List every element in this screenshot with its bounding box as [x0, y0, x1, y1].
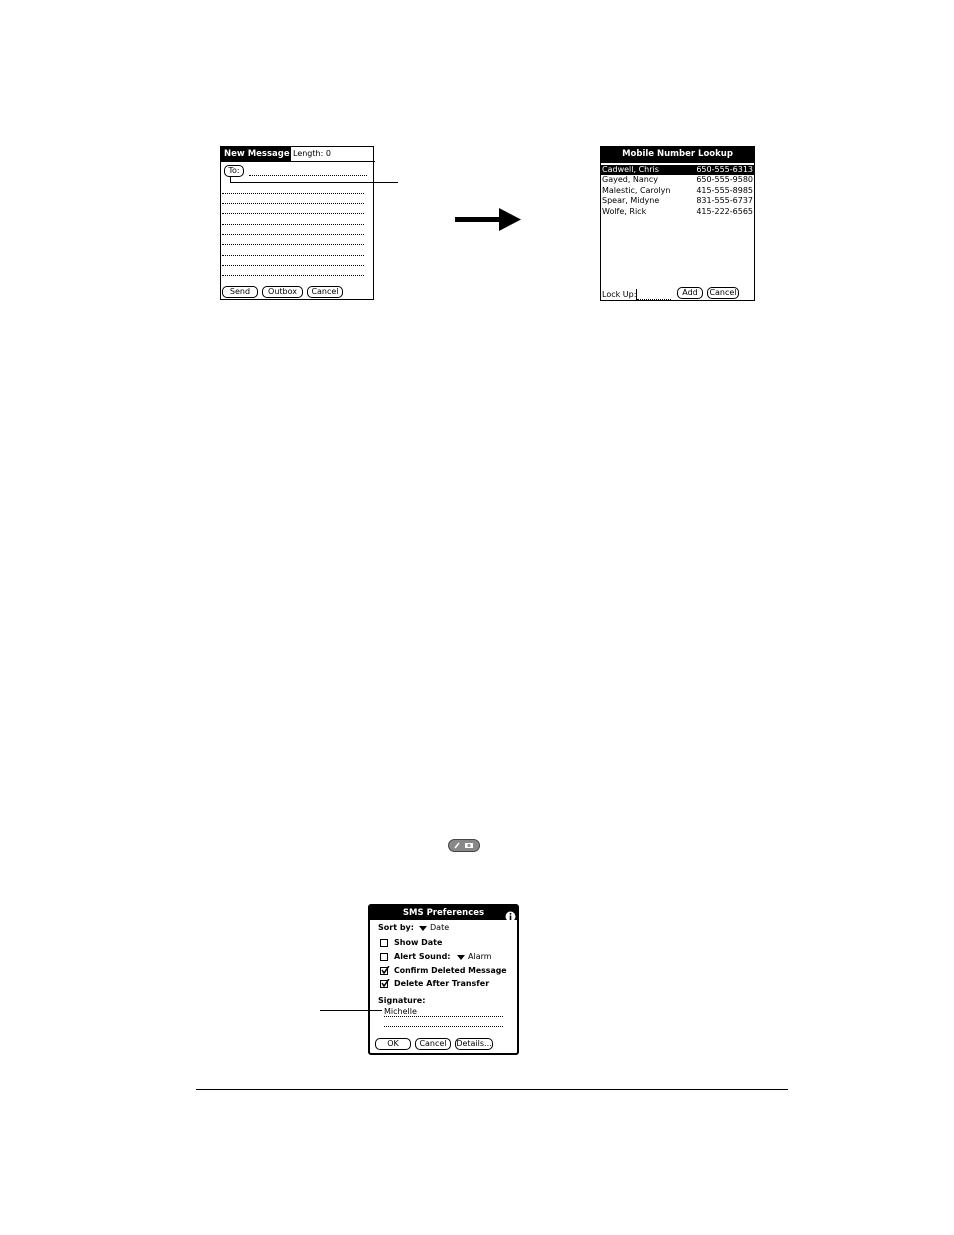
contact-row[interactable]	[601, 207, 754, 217]
callout-line	[230, 182, 398, 183]
triangle-down-icon	[456, 952, 466, 962]
signature-callout-line	[320, 1010, 382, 1011]
length-label: Length: 0	[293, 149, 331, 158]
outbox-button[interactable]: Outbox	[262, 286, 303, 298]
checkmark-icon	[381, 979, 390, 988]
add-button[interactable]: Add	[677, 287, 703, 299]
delete-after-label: Delete After Transfer	[394, 979, 490, 988]
message-line[interactable]	[222, 255, 364, 256]
signature-line[interactable]	[384, 1016, 503, 1017]
info-icon[interactable]	[505, 907, 516, 918]
ok-button[interactable]: OK	[375, 1038, 411, 1050]
confirm-deleted-label: Confirm Deleted Message	[394, 966, 507, 975]
contact-row[interactable]	[601, 165, 754, 175]
sort-by-value: Date	[430, 923, 450, 932]
signature-label: Signature:	[378, 996, 426, 1005]
sort-by-label: Sort by:	[378, 923, 414, 932]
show-date-label: Show Date	[394, 938, 443, 947]
message-line[interactable]	[222, 234, 364, 235]
cancel-button[interactable]: Cancel	[307, 286, 343, 298]
alert-sound-checkbox[interactable]	[380, 953, 388, 961]
contact-phone: 650-555-6313	[696, 165, 753, 174]
contact-phone: 415-222-6565	[696, 206, 753, 216]
signature-line[interactable]	[384, 1026, 503, 1027]
lookup-input[interactable]	[637, 299, 671, 300]
confirm-deleted-checkbox[interactable]	[380, 967, 388, 975]
message-line[interactable]	[222, 244, 364, 245]
contact-name: Spear, Midyne	[602, 196, 660, 206]
contact-row[interactable]	[601, 175, 754, 185]
to-button[interactable]: To:	[224, 165, 244, 177]
right-arrow-icon	[455, 206, 521, 234]
callout-line-vertical	[230, 176, 231, 183]
alert-sound-value: Alarm	[468, 952, 492, 961]
contact-name: Cadwell, Chris	[602, 165, 659, 174]
contact-phone: 650-555-9580	[696, 175, 753, 185]
contact-name: Wolfe, Rick	[602, 206, 647, 216]
new-message-title: New Message	[221, 147, 291, 162]
cancel-button[interactable]: Cancel	[707, 287, 739, 299]
lookup-title: Mobile Number Lookup	[601, 147, 754, 162]
page-rule	[196, 1089, 788, 1090]
delete-after-checkbox[interactable]	[380, 980, 388, 988]
sms-preferences-dialog	[368, 904, 519, 1055]
message-line[interactable]	[222, 275, 364, 276]
alert-sound-dropdown[interactable]	[456, 952, 496, 962]
lookup-label: Lock Up:	[602, 290, 637, 299]
sort-by-dropdown[interactable]	[418, 923, 458, 933]
contact-phone: 415-555-8985	[696, 185, 753, 195]
message-line[interactable]	[222, 203, 364, 204]
title-underline	[601, 162, 754, 163]
message-line[interactable]	[222, 265, 364, 266]
contact-row[interactable]	[601, 196, 754, 206]
send-button[interactable]: Send	[222, 286, 258, 298]
contact-name: Malestic, Carolyn	[602, 185, 671, 195]
preferences-title: SMS Preferences	[370, 906, 517, 920]
show-date-checkbox[interactable]	[380, 939, 388, 947]
checkmark-icon	[381, 966, 390, 975]
message-line[interactable]	[222, 193, 364, 194]
details-button[interactable]: Details...	[456, 1039, 492, 1048]
alert-sound-label: Alert Sound:	[394, 952, 451, 961]
cancel-button[interactable]: Cancel	[415, 1038, 451, 1050]
to-field[interactable]	[249, 175, 367, 176]
contact-phone: 831-555-6737	[696, 196, 753, 206]
message-line[interactable]	[222, 224, 364, 225]
contact-name: Gayed, Nancy	[602, 175, 659, 185]
signature-value[interactable]: Michelle	[384, 1007, 417, 1016]
triangle-down-icon	[418, 923, 428, 933]
message-line[interactable]	[222, 213, 364, 214]
title-underline	[291, 161, 375, 162]
pen-camera-icon	[448, 837, 480, 850]
lookup-screen	[600, 146, 755, 301]
contact-row[interactable]	[601, 186, 754, 196]
new-message-screen	[220, 146, 374, 300]
